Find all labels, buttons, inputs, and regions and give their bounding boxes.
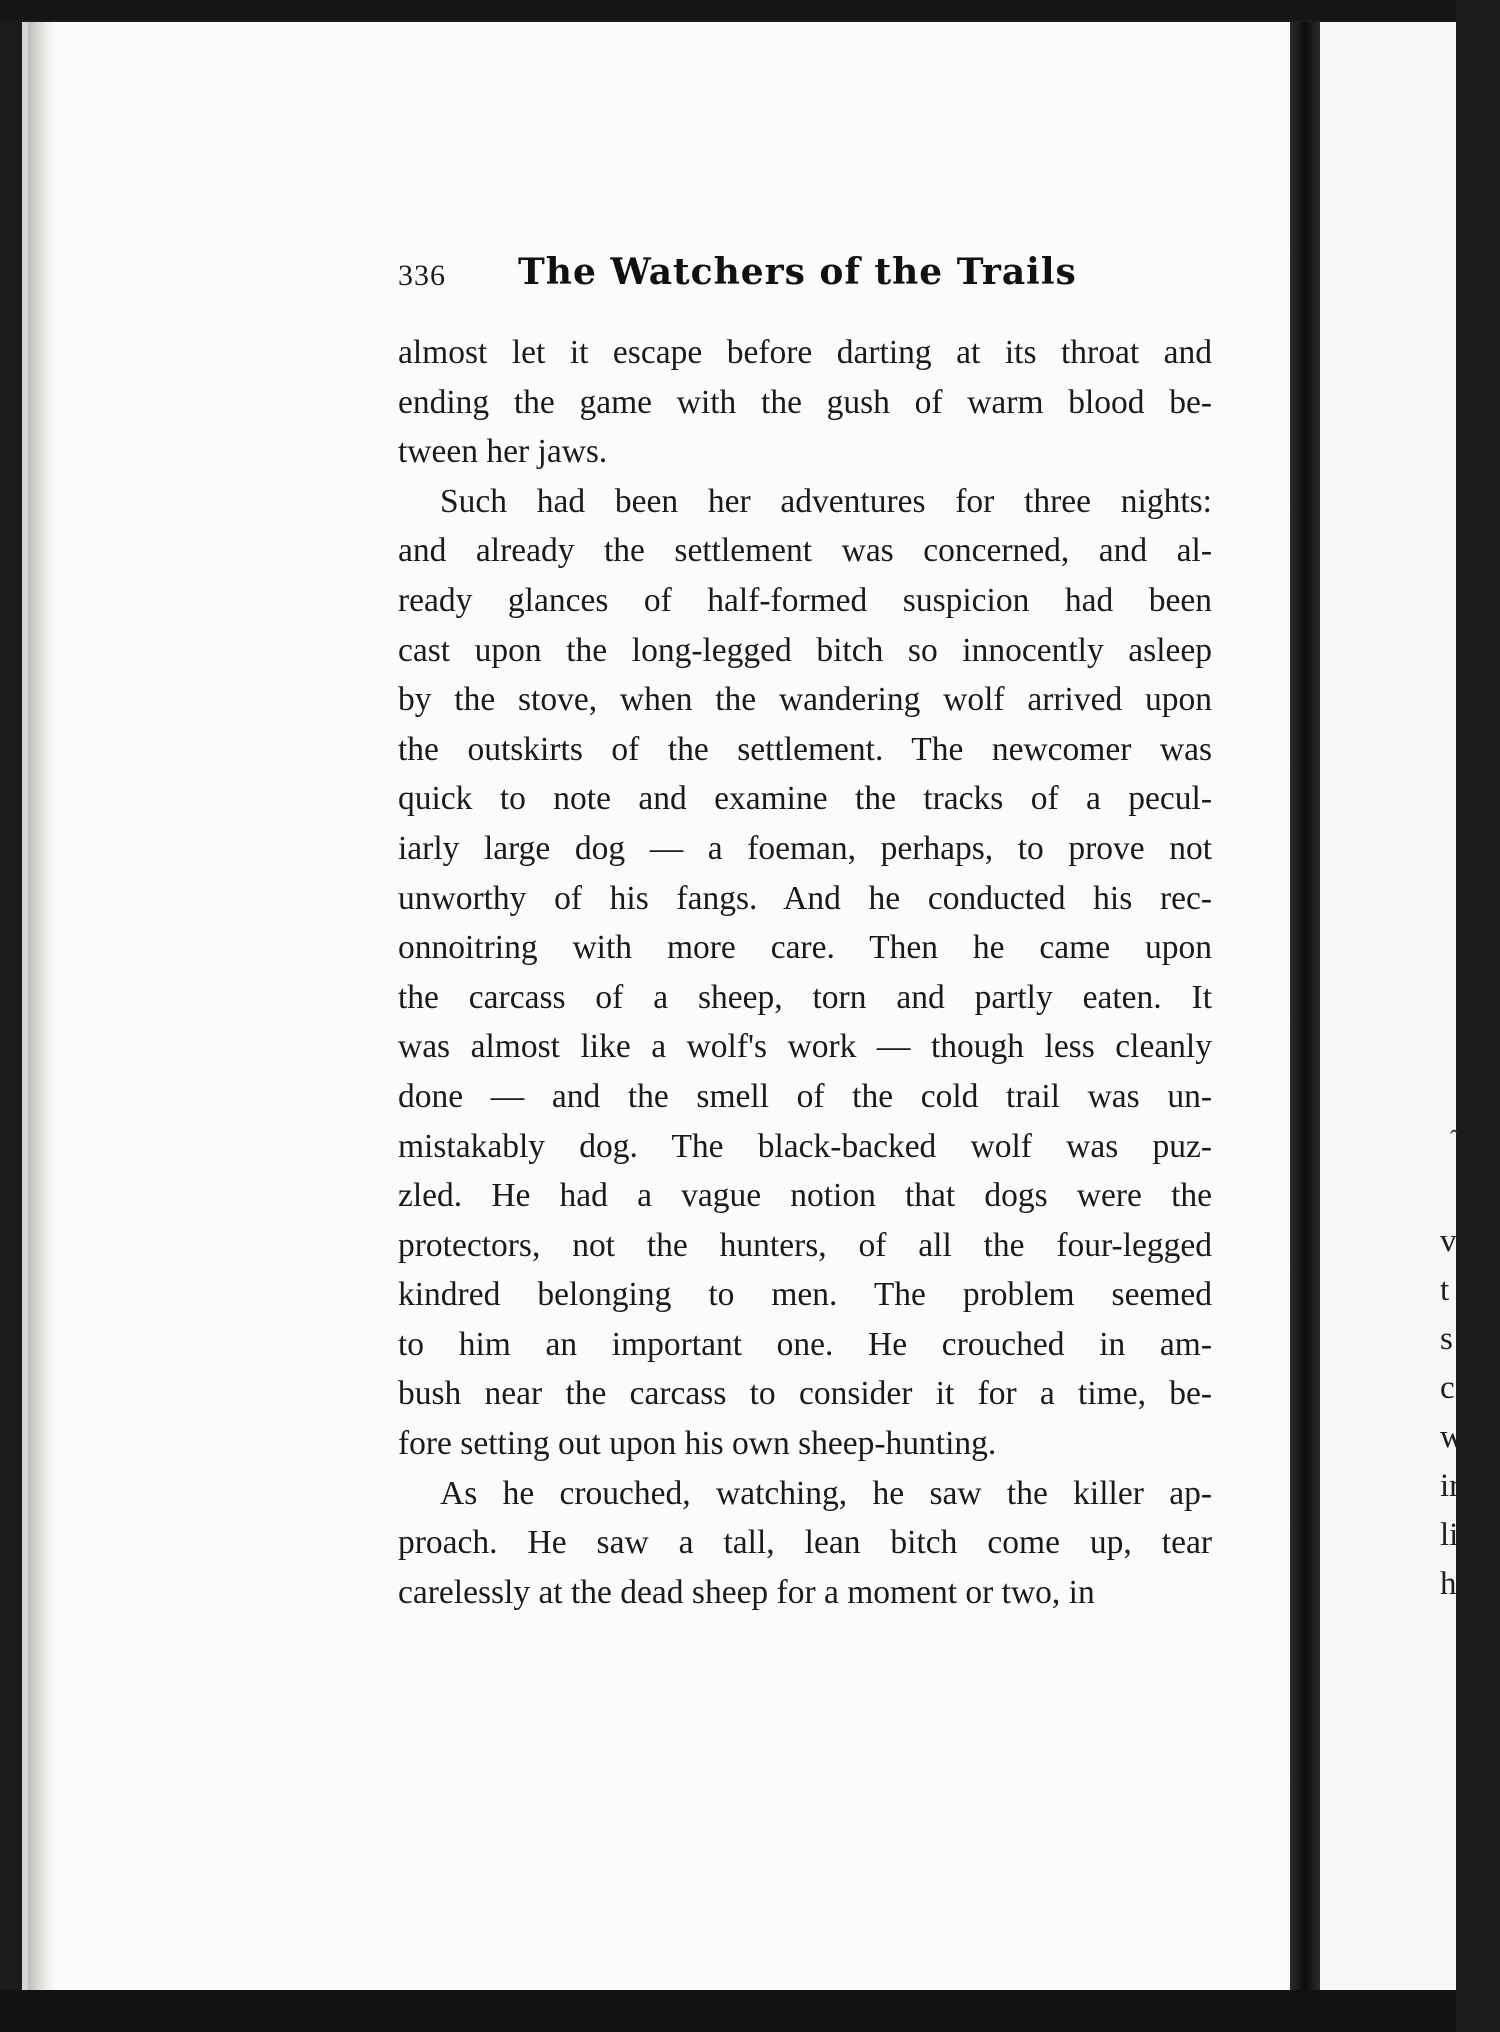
- text-line: As he crouched, watching, he saw the killer ap-: [440, 1474, 1212, 1512]
- text-line: carelessly at the dead sheep for a moment or two, in: [398, 1573, 1095, 1611]
- scan-bottom-border: [0, 1990, 1456, 2032]
- text-line: cast upon the long-legged bitch so innocently asleep: [398, 631, 1212, 669]
- text-line: tween her jaws.: [398, 433, 608, 471]
- scan-top-border: [0, 0, 1456, 20]
- running-head: [398, 251, 1088, 301]
- text-line: ready glances of half-formed suspicion had been: [398, 581, 1212, 619]
- facing-page-fragment: ir: [1440, 1468, 1461, 1504]
- facing-page-fragment: hi: [1440, 1566, 1466, 1602]
- text-line: bush near the carcass to consider it for a time, be-: [398, 1375, 1212, 1413]
- book-gutter: [1290, 22, 1320, 1990]
- text-line: and already the settlement was concerned, and al-: [398, 532, 1212, 570]
- text-line: the carcass of a sheep, torn and partly eaten. It: [398, 978, 1212, 1016]
- facing-page-text-fragments: [1440, 1217, 1500, 1609]
- facing-page-edge: [1320, 22, 1466, 1990]
- text-line: mistakably dog. The black-backed wolf was puz-: [398, 1127, 1212, 1165]
- text-line: kindred belonging to men. The problem seemed: [398, 1276, 1212, 1314]
- text-line: was almost like a wolf's work — though less cleanly: [398, 1028, 1212, 1066]
- facing-page-mark: ˆ: [1450, 1127, 1458, 1153]
- text-line: almost let it escape before darting at its throat and: [398, 334, 1212, 371]
- text-line: by the stove, when the wandering wolf arrived upon: [398, 681, 1212, 719]
- text-line: proach. He saw a tall, lean bitch come up, tear: [398, 1524, 1212, 1562]
- facing-page-fragment: c: [1440, 1370, 1455, 1406]
- text-line: iarly large dog — a foeman, perhaps, to prove not: [398, 829, 1212, 867]
- text-line: onnoitring with more care. Then he came upon: [398, 929, 1212, 967]
- facing-page-fragment: t: [1440, 1272, 1450, 1308]
- text-line: unworthy of his fangs. And he conducted his rec-: [398, 879, 1212, 917]
- text-line: the outskirts of the settlement. The newcomer was: [398, 730, 1212, 768]
- text-line: zled. He had a vague notion that dogs were the: [398, 1177, 1212, 1215]
- paragraph: [398, 1469, 1212, 1618]
- text-line: quick to note and examine the tracks of a pecul-: [398, 780, 1212, 818]
- page-number: 336: [398, 259, 446, 292]
- text-line: done — and the smell of the cold trail was un-: [398, 1077, 1212, 1115]
- facing-page-fragment: w: [1440, 1419, 1464, 1455]
- text-line: ending the game with the gush of warm blood be-: [398, 383, 1212, 421]
- facing-page-fragment: s: [1440, 1321, 1453, 1357]
- body-text: [398, 328, 1212, 1617]
- paragraph: [398, 477, 1212, 1469]
- text-line: protectors, not the hunters, of all the four-legged: [398, 1226, 1212, 1264]
- facing-page-fragment: li: [1440, 1517, 1459, 1553]
- facing-page-fragment: v: [1440, 1223, 1457, 1259]
- text-line: Such had been her adventures for three nights:: [440, 482, 1212, 520]
- paragraph: [398, 328, 1212, 477]
- page-edge-shadow: [28, 22, 56, 1990]
- text-line: to him an important one. He crouched in am-: [398, 1325, 1212, 1363]
- book-title: The Watchers of the Trails: [518, 251, 1077, 293]
- text-line: fore setting out upon his own sheep-hunting.: [398, 1425, 997, 1463]
